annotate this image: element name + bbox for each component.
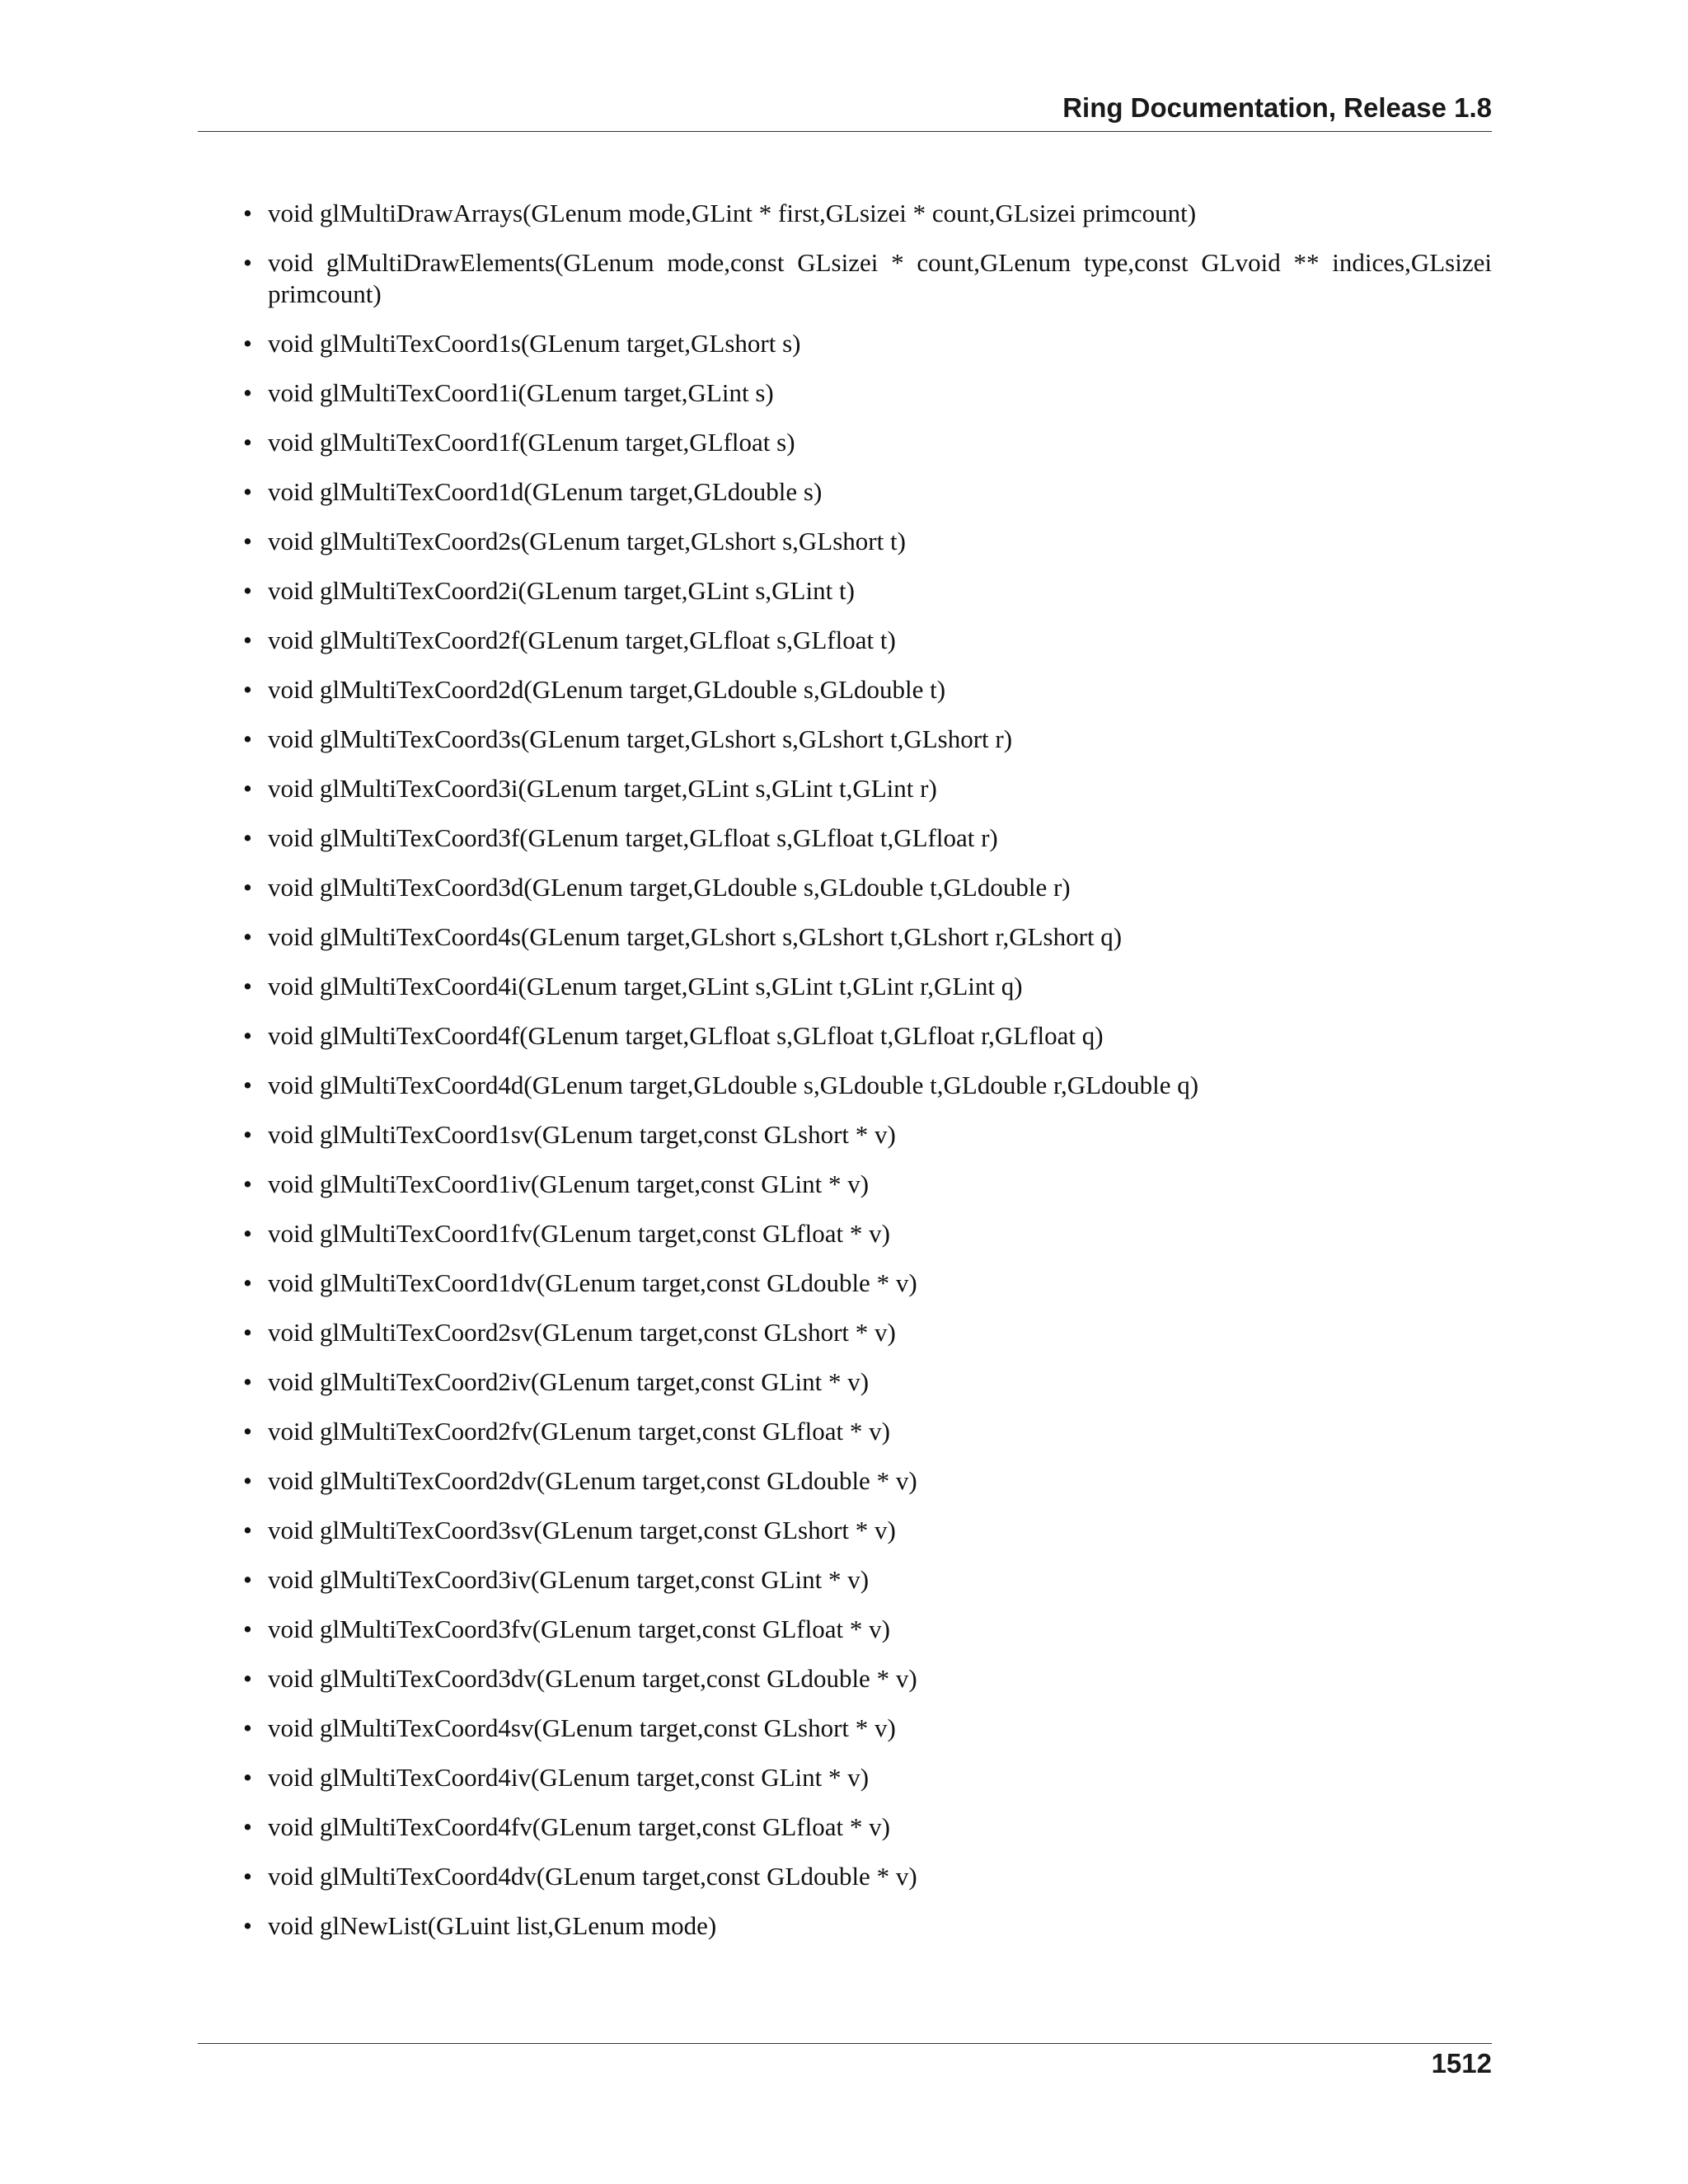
bullet-icon: •	[243, 1615, 252, 1643]
function-signature: void glMultiTexCoord1s(GLenum target,GLshort s)	[268, 329, 801, 358]
function-signature: void glMultiTexCoord2f(GLenum target,GLfloat s,GLfloat t)	[268, 626, 896, 654]
function-signature: void glMultiTexCoord1d(GLenum target,GLdouble s)	[268, 477, 823, 506]
bullet-icon: •	[243, 1169, 252, 1198]
bullet-icon: •	[243, 972, 252, 1001]
bullet-icon: •	[243, 774, 252, 803]
list-item	[243, 1713, 1492, 1744]
function-signature: void glMultiTexCoord4d(GLenum target,GLdouble s,GLdouble t,GLdouble r,GLdouble q)	[268, 1071, 1199, 1099]
function-signature: void glMultiTexCoord1fv(GLenum target,const GLfloat * v)	[268, 1219, 890, 1248]
function-signature: void glMultiTexCoord3dv(GLenum target,const GLdouble * v)	[268, 1664, 917, 1693]
function-signature: void glMultiTexCoord4fv(GLenum target,const GLfloat * v)	[268, 1812, 890, 1841]
function-signature: void glMultiTexCoord3sv(GLenum target,const GLshort * v)	[268, 1516, 896, 1544]
list-item	[243, 1070, 1492, 1101]
list-item	[243, 328, 1492, 359]
bullet-icon: •	[243, 1219, 252, 1248]
list-item	[243, 1020, 1492, 1052]
bullet-icon: •	[243, 428, 252, 457]
bullet-icon: •	[243, 873, 252, 902]
function-signature: void glMultiTexCoord2dv(GLenum target,const GLdouble * v)	[268, 1466, 917, 1495]
footer-rule	[198, 2043, 1492, 2044]
bullet-icon: •	[243, 1713, 252, 1742]
list-item	[243, 526, 1492, 557]
bullet-icon: •	[243, 922, 252, 951]
list-item	[243, 427, 1492, 458]
list-item	[243, 1762, 1492, 1793]
bullet-icon: •	[243, 1466, 252, 1495]
function-signature: void glMultiTexCoord3iv(GLenum target,const GLint * v)	[268, 1565, 870, 1594]
function-signature: void glMultiDrawArrays(GLenum mode,GLint * first,GLsizei * count,GLsizei primcount)	[268, 199, 1197, 227]
list-item	[243, 823, 1492, 854]
list-item	[243, 1663, 1492, 1694]
function-signature: void glMultiTexCoord1sv(GLenum target,const GLshort * v)	[268, 1120, 896, 1149]
list-item	[243, 198, 1492, 229]
list-item	[243, 674, 1492, 705]
list-item	[243, 377, 1492, 409]
bullet-icon: •	[243, 626, 252, 654]
list-item	[243, 1910, 1492, 1942]
function-signature: void glMultiTexCoord3fv(GLenum target,const GLfloat * v)	[268, 1615, 890, 1643]
function-signature: void glMultiTexCoord4s(GLenum target,GLshort s,GLshort t,GLshort r,GLshort q)	[268, 922, 1123, 951]
function-signature: void glMultiTexCoord2s(GLenum target,GLshort s,GLshort t)	[268, 527, 906, 555]
list-item	[243, 1861, 1492, 1892]
list-item	[243, 921, 1492, 953]
page-content	[243, 198, 1492, 1960]
list-item	[243, 247, 1492, 310]
bullet-icon: •	[243, 724, 252, 753]
list-item	[243, 1465, 1492, 1497]
bullet-icon: •	[243, 1021, 252, 1050]
bullet-icon: •	[243, 378, 252, 407]
bullet-icon: •	[243, 576, 252, 605]
bullet-icon: •	[243, 1763, 252, 1792]
list-item	[243, 1169, 1492, 1200]
list-item	[243, 1416, 1492, 1447]
function-signature: void glNewList(GLuint list,GLenum mode)	[268, 1911, 717, 1940]
function-signature: void glMultiTexCoord1dv(GLenum target,const GLdouble * v)	[268, 1268, 917, 1297]
function-list	[243, 198, 1492, 1942]
bullet-icon: •	[243, 1071, 252, 1099]
function-signature: void glMultiTexCoord4f(GLenum target,GLfloat s,GLfloat t,GLfloat r,GLfloat q)	[268, 1021, 1104, 1050]
function-signature: void glMultiTexCoord3d(GLenum target,GLdouble s,GLdouble t,GLdouble r)	[268, 873, 1071, 902]
function-signature: void glMultiTexCoord3i(GLenum target,GLint s,GLint t,GLint r)	[268, 774, 937, 803]
bullet-icon: •	[243, 477, 252, 506]
header-rule	[198, 131, 1492, 132]
bullet-icon: •	[243, 1120, 252, 1149]
function-signature: void glMultiTexCoord1i(GLenum target,GLint s)	[268, 378, 774, 407]
list-item	[243, 1119, 1492, 1151]
function-signature: void glMultiTexCoord2sv(GLenum target,const GLshort * v)	[268, 1318, 896, 1347]
bullet-icon: •	[243, 1268, 252, 1297]
list-item	[243, 1614, 1492, 1645]
list-item	[243, 971, 1492, 1002]
list-item	[243, 1317, 1492, 1348]
function-signature: void glMultiTexCoord4iv(GLenum target,const GLint * v)	[268, 1763, 870, 1792]
bullet-icon: •	[243, 248, 252, 277]
function-signature: void glMultiTexCoord1iv(GLenum target,const GLint * v)	[268, 1169, 870, 1198]
function-signature: void glMultiTexCoord4i(GLenum target,GLint s,GLint t,GLint r,GLint q)	[268, 972, 1023, 1001]
list-item	[243, 575, 1492, 607]
list-item	[243, 1811, 1492, 1843]
bullet-icon: •	[243, 675, 252, 704]
function-signature: void glMultiTexCoord3s(GLenum target,GLshort s,GLshort t,GLshort r)	[268, 724, 1013, 753]
list-item	[243, 1564, 1492, 1596]
bullet-icon: •	[243, 199, 252, 227]
list-item	[243, 1366, 1492, 1398]
bullet-icon: •	[243, 527, 252, 555]
list-item	[243, 1268, 1492, 1299]
function-signature: void glMultiTexCoord2fv(GLenum target,const GLfloat * v)	[268, 1417, 890, 1446]
bullet-icon: •	[243, 1417, 252, 1446]
function-signature: void glMultiTexCoord2i(GLenum target,GLint s,GLint t)	[268, 576, 855, 605]
bullet-icon: •	[243, 1318, 252, 1347]
function-signature: void glMultiTexCoord1f(GLenum target,GLfloat s)	[268, 428, 795, 457]
bullet-icon: •	[243, 1911, 252, 1940]
function-signature: void glMultiTexCoord2d(GLenum target,GLdouble s,GLdouble t)	[268, 675, 946, 704]
list-item	[243, 476, 1492, 508]
list-item	[243, 1515, 1492, 1546]
bullet-icon: •	[243, 1812, 252, 1841]
function-signature: void glMultiTexCoord3f(GLenum target,GLfloat s,GLfloat t,GLfloat r)	[268, 823, 998, 852]
bullet-icon: •	[243, 1565, 252, 1594]
running-header: Ring Documentation, Release 1.8	[1062, 92, 1492, 123]
function-signature: void glMultiTexCoord2iv(GLenum target,const GLint * v)	[268, 1367, 870, 1396]
list-item	[243, 872, 1492, 903]
list-item	[243, 1218, 1492, 1249]
bullet-icon: •	[243, 1516, 252, 1544]
list-item	[243, 773, 1492, 804]
page-number: 1512	[1431, 2048, 1492, 2079]
list-item	[243, 625, 1492, 656]
list-item	[243, 724, 1492, 755]
bullet-icon: •	[243, 1862, 252, 1891]
function-signature: void glMultiDrawElements(GLenum mode,const GLsizei * count,GLenum type,const GLvoid ** indices,GLsizei primcount)	[268, 248, 1492, 308]
function-signature: void glMultiTexCoord4dv(GLenum target,const GLdouble * v)	[268, 1862, 917, 1891]
bullet-icon: •	[243, 1367, 252, 1396]
bullet-icon: •	[243, 823, 252, 852]
bullet-icon: •	[243, 329, 252, 358]
bullet-icon: •	[243, 1664, 252, 1693]
function-signature: void glMultiTexCoord4sv(GLenum target,const GLshort * v)	[268, 1713, 896, 1742]
